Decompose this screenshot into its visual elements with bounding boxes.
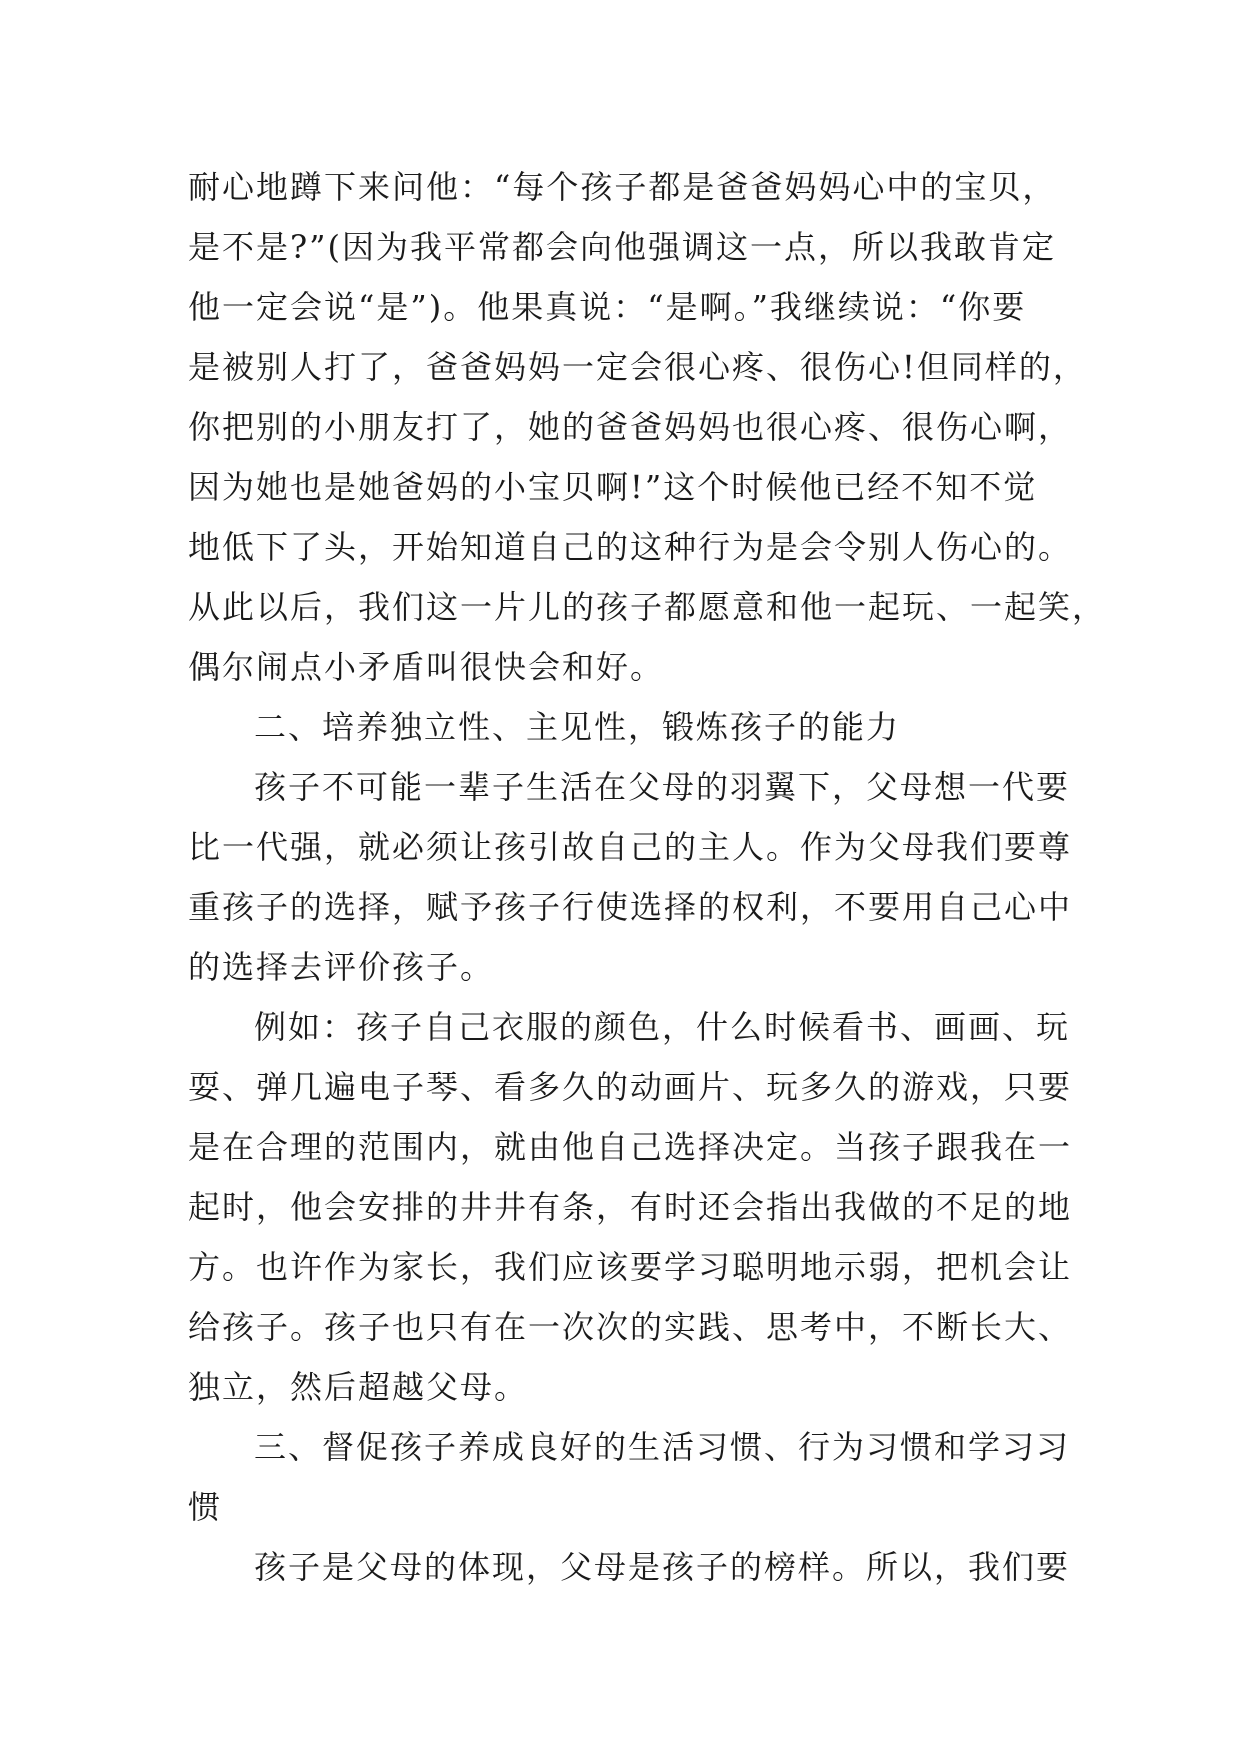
text-line: 重孩子的选择，赋予孩子行使选择的权利，不要用自己心中 — [188, 888, 1073, 926]
text-line: 是不是?”(因为我平常都会向他强调这一点，所以我敢肯定 — [188, 228, 1057, 266]
text-line: 的选择去评价孩子。 — [188, 948, 495, 986]
text-line: 偶尔闹点小矛盾叫很快会和好。 — [188, 648, 665, 686]
section-heading-continuation: 惯 — [188, 1488, 223, 1526]
text-line: 耐心地蹲下来问他：“每个孩子都是爸爸妈妈心中的宝贝， — [188, 168, 1057, 206]
document-body — [188, 157, 1107, 1597]
text-line: 他一定会说“是”)。他果真说：“是啊。”我继续说：“你要 — [188, 288, 1027, 326]
text-line: 你把别的小朋友打了，她的爸爸妈妈也很心疼、很伤心啊， — [188, 408, 1073, 446]
section-heading: 三、督促孩子养成良好的生活习惯、行为习惯和学习习 — [254, 1428, 1071, 1466]
text-line: 耍、弹几遍电子琴、看多久的动画片、玩多久的游戏，只要 — [188, 1068, 1073, 1106]
text-line: 孩子是父母的体现，父母是孩子的榜样。所以，我们要 — [254, 1548, 1071, 1586]
text-line: 从此以后，我们这一片儿的孩子都愿意和他一起玩、一起笑， — [188, 588, 1107, 626]
text-line: 独立，然后超越父母。 — [188, 1368, 529, 1406]
text-line: 孩子不可能一辈子生活在父母的羽翼下，父母想一代要 — [254, 768, 1071, 806]
text-line: 方。也许作为家长，我们应该要学习聪明地示弱，把机会让 — [188, 1248, 1073, 1286]
text-line: 例如：孩子自己衣服的颜色，什么时候看书、画画、玩 — [254, 1008, 1071, 1046]
text-line: 因为她也是她爸妈的小宝贝啊!”这个时候他已经不知不觉 — [188, 468, 1038, 506]
text-line: 比一代强，就必须让孩引故自己的主人。作为父母我们要尊 — [188, 828, 1073, 866]
text-line: 给孩子。孩子也只有在一次次的实践、思考中，不断长大、 — [188, 1308, 1073, 1346]
text-line: 地低下了头，开始知道自己的这种行为是会令别人伤心的。 — [188, 528, 1073, 566]
section-heading: 二、培养独立性、主见性，锻炼孩子的能力 — [254, 708, 901, 746]
text-line: 是被别人打了，爸爸妈妈一定会很心疼、很伤心!但同样的， — [188, 348, 1087, 386]
text-line: 是在合理的范围内，就由他自己选择决定。当孩子跟我在一 — [188, 1128, 1073, 1166]
text-line: 起时，他会安排的井井有条，有时还会指出我做的不足的地 — [188, 1188, 1073, 1226]
